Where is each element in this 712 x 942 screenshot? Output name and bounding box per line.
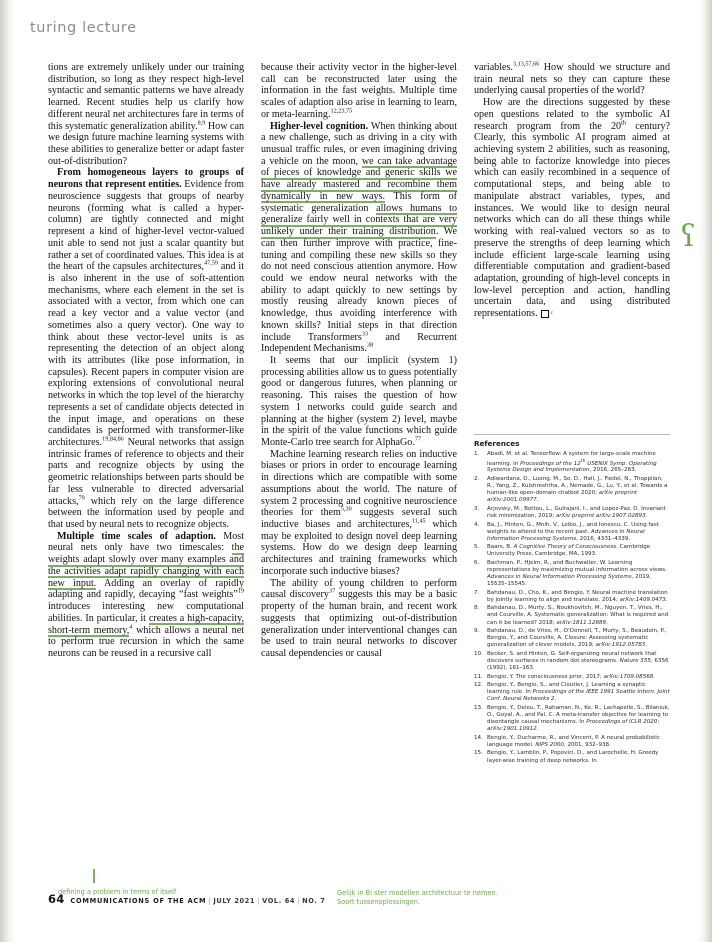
margin-note-column-1: defining a problem in terms of itself	[58, 888, 177, 896]
reference-text-run: , 2016, 265–283.	[589, 467, 637, 474]
paragraph-runin-heading: From homogeneous layers to groups of neurons that represent entities.	[48, 167, 244, 191]
reference-text-run: Bahdanau, D., de Vries, H., O’Donnell, T., Murty, S., Beaudoin, P., Bengio, Y., and Courville, A. Closure: Assessing systematic generalization of clever models, 2019;	[487, 628, 667, 649]
references-heading: References	[474, 439, 520, 448]
reference-superscript: 12,23,75	[330, 107, 353, 115]
reference-superscript: 5,30	[340, 505, 352, 513]
reference-text-run: .	[554, 696, 557, 703]
reference-superscript: 47,59	[204, 259, 218, 267]
text-run: This form of systematic generalization	[261, 190, 457, 214]
reference-item	[474, 522, 670, 543]
text-run: . We can then further improve with practice, fine-tuning and compiling these new skills so they do not need conscious attention anymore. How could we endow neural networks with the ability to adapt quickly to new settings by mostly reusing already known pieces of knowledge, thus avoiding interference with known skills? Initial steps in that direction include Transformers	[261, 226, 457, 343]
page-number: 64	[48, 892, 65, 906]
reference-item	[474, 651, 670, 672]
reference-text-run: Bengio, Y., Deleu, T., Rahaman, N., Ke, R., Lachapelle, S., Bilaniuk, O., Goyal, A., and Pal, C. A meta-transfer objective for learning to disentangle causal mechanisms. In	[487, 705, 670, 726]
reference-number: 1.	[474, 450, 480, 457]
reference-number: 2.	[474, 476, 480, 483]
reference-number: 8.	[474, 605, 480, 612]
reference-number: 14.	[474, 734, 483, 741]
reference-text-run: Bengio, Y., Bengio, S., and Cloutier, J. Learning a synaptic learning rule. In	[487, 682, 646, 696]
reference-text-run: Adiwardana, D., Luong, M., So, D., Hall, J., Fiedel, N., Thoppilan, R., Yang, Z., Kulshreshtha, A., Nemade, G., Lu, Y., et al. Towards a human-like open-domain chatbot 2020;	[487, 476, 668, 497]
reference-item	[474, 476, 670, 504]
paragraph	[48, 531, 244, 660]
text-run: How can we design future machine learning systems with these abilities to generalize better or adapt faster out-of-distribution?	[48, 120, 245, 167]
reference-text-run: Abadi, M. et al. Tensorflow: A system for large-scale machine learning. In	[487, 450, 656, 467]
reference-number: 15.	[474, 750, 483, 757]
text-run: century? Clearly, this symbolic AI program aimed at achieving system 2 abilities, such as reasoning, being able to factorize knowledge into pieces which can easily recombined in a sequence of computational steps, and being able to manipulate abstract variables, types, and instances. We would like to design neural networks which can do all these things while working with real-valued vectors so as to preserve the strengths of deep learning which include efficient large-scale learning using differentiable computation and gradient-based adaptation, grounding of high-level concepts in low-level perception and action, handling uncertain data, and using distributed representations.	[474, 120, 670, 320]
reference-number: 5.	[474, 544, 480, 551]
reference-superscript: 79	[78, 494, 85, 502]
reference-text-run: . Cambridge University Press, Cambridge, MA, 1993.	[487, 544, 651, 558]
reference-item	[474, 628, 670, 649]
text-run: tions are extremely unlikely under our training distribution, so long as they respect high-level syntactic and semantic patterns we have already learned. Recent studies help us clarify how different neural net architectures fare in terms of this systematic generalization ability.	[48, 62, 244, 132]
reference-item	[474, 674, 670, 681]
text-run: and it is also inherent in the use of soft-attention mechanisms, where each element in the set is associated with a vector, from which one can read a key vector and a value vector (and sometimes also a query vector). One way to think about these vector-level units is as representing the detection of an object along with its attributes (like pose information, in capsules). Recent papers in computer vision are exploring extensions of convolutional neural networks in which the top level of the hierarchy represents a set of candidate objects detected in the input image, and operations on these candidates is performed with transformer-like architectures.	[48, 261, 245, 448]
paragraph	[261, 121, 457, 355]
reference-item	[474, 705, 670, 733]
text-run: suggests this may be a basic property of the human brain, and recent work suggests that optimizing out-of-distribution generalization under interventional changes can be used to train neural networks to discover causal dependencies or causal	[261, 589, 457, 659]
footer-separator: |	[257, 897, 261, 905]
reference-item	[474, 590, 670, 604]
reference-text-run: arXiv:1409.0473	[619, 596, 666, 603]
reference-superscript: 77	[414, 435, 422, 443]
paragraph-runin-heading: Multiple time scales of adaption.	[57, 530, 216, 542]
paragraph-runin-heading: Higher-level cognition.	[270, 120, 369, 132]
reference-text-run: USENIX Symp. Operating Systems Design and Implementation	[487, 460, 657, 474]
reference-number: 12.	[474, 682, 483, 689]
reference-text-run: ;	[657, 719, 660, 726]
reference-text-run: arXiv:1709.08568	[603, 673, 654, 680]
margin-annotation-mark: ʕ	[679, 219, 696, 254]
text-run: When thinking about a new challenge, such as driving in a city with unusual traffic rules, or even imagining driving a vehicle on the moon,	[261, 120, 457, 167]
reference-number: 6.	[474, 559, 480, 566]
highlighted-text: allows humans to generalize fairly well in contexts that are very unlikely under their training distribution	[261, 202, 458, 238]
highlighted-text: the weights adapt slowly over many examples and the activities adapt rapidly changing with each new input.	[48, 542, 244, 589]
reference-text-run: Bahdanau, D., Murty, S., Noukhovitch, M., Nguyen, T., Vries, H., and Courville, A. Systematic generalization: What is required and can it be learned? 2018;	[487, 605, 669, 626]
text-run: which rely on the large difference between the information used by people and that used by neural nets to recognize objects.	[48, 495, 244, 531]
margin-note-bottom	[337, 889, 498, 907]
reference-text-run: Nature 355	[619, 657, 651, 664]
reference-number: 13.	[474, 705, 483, 712]
reference-text-run: , 2016, 4331–4339.	[576, 535, 631, 542]
reference-item	[474, 451, 670, 475]
reference-text-run: .	[536, 726, 539, 733]
text-run: The ability of young children to perform causal discovery	[261, 577, 457, 601]
references-section	[474, 434, 670, 766]
reference-superscript: 3,13,57,66	[512, 60, 540, 68]
reference-number: 3.	[474, 505, 480, 512]
reference-superscript: 11,45	[411, 517, 426, 525]
reference-superscript: 19,84,86	[102, 435, 124, 443]
margin-note-line-2: Soort tussenoplossingen.	[337, 898, 421, 906]
text-run: which may be exploited to design novel deep learning systems. How do we design deep learning architectures and training frameworks which incorporate such inductive biases?	[261, 519, 457, 577]
paragraph	[261, 578, 457, 660]
text-run: How are the directions suggested by these open questions related to the symbolic AI research program from the 20	[474, 97, 670, 132]
reference-text-run: Becker, S. and Hinton, G. Self-organizing neural network that discovers surfaces in random dot stereograms.	[487, 650, 657, 664]
text-run: Adding an overlay of rapidly adapting and rapidly, decaying “fast weights”	[48, 577, 244, 601]
reference-number: 9.	[474, 628, 480, 635]
reference-text-run: , 2001, 932–938.	[563, 741, 611, 748]
reference-text-run: Advances in Neural Information Processing Systems	[487, 528, 645, 542]
paragraph	[474, 62, 670, 97]
reference-superscript: 37	[328, 587, 336, 595]
annotation-tick-mark	[93, 869, 95, 883]
reference-superscript: 33	[361, 330, 369, 338]
paragraph	[261, 449, 457, 578]
reference-text-run: arXiv:1901.10912	[487, 726, 537, 733]
text-run: How should we structure and train neural nets so they can capture these underlying causal properties of the world?	[474, 62, 670, 97]
reference-text-run: arXiv preprint arXiv:1907.02893	[555, 512, 646, 519]
reference-text-run: arXiv:1811.12889	[556, 619, 607, 626]
reference-text-run: NIPS 2000	[535, 741, 564, 748]
reference-superscript: 4	[129, 623, 133, 631]
reference-item	[474, 605, 670, 626]
reference-text-run: .	[645, 642, 648, 649]
reference-item	[474, 750, 670, 764]
reference-superscript: 8,9	[197, 119, 206, 127]
running-head: turing lecture	[30, 20, 137, 36]
column-2	[261, 62, 457, 660]
text-run: introduces interesting new computational abilities. In particular, it	[48, 601, 244, 624]
reference-text-run: th	[580, 458, 586, 464]
text-run: suggests several such inductive biases and architectures,	[261, 507, 457, 531]
reference-item	[474, 544, 670, 558]
text-run: because their activity vector in the higher-level call can be reconstructed later using the information in the fast weights. Multiple time scales of adaption also arise in learning to learn, or meta-learning.	[261, 62, 457, 120]
text-run: Machine learning research relies on inductive biases or priors in order to encourage learning in directions which are compatible with some assumptions about the world. The nature of system 2 processing and cognitive neuroscience theories for them	[261, 448, 457, 519]
reference-text-run: Ba, J., Hinton, G., Mnih, V., Leibo, J., and Ionescu, C. Using fast weights to attend to the recent past.	[487, 521, 659, 535]
reference-item	[474, 560, 670, 588]
text-run: Neural networks that assign intrinsic frames of reference to objects and their parts and recognize objects by using the geometric relationships between parts should be far less vulnerable to directed adversarial attacks,	[48, 437, 244, 507]
reference-item	[474, 506, 670, 520]
text-run: Evidence from neuroscience suggests that groups of nearby neurons (forming what is called a hyper-column) are tightly connected and might represent a kind of higher-level vector-valued unit able to send not just a scalar quantity but rather a set of coordinated values. This idea is at the heart of the capsules architectures,	[48, 179, 244, 273]
reference-text-run: Advances in Neural Information Processing Systems	[487, 574, 632, 581]
reference-item	[474, 735, 670, 749]
reference-text-run: Bengio, Y., Ducharme, R., and Vincent, P. A neural probabilistic language model.	[487, 734, 660, 748]
text-run: which allows a neural net to perform true recursion in which the same neurons can be reused in a recursive call	[48, 624, 245, 659]
reference-text-run: .	[536, 497, 539, 504]
reference-text-run: Bachman, P., Hjelm, R., and Buchwalter, W. Learning representations by maximizing mutual information across views.	[487, 559, 667, 574]
footer-separator: |	[297, 897, 301, 905]
paragraph	[261, 62, 457, 121]
text-run: It seems that our implicit (system 1) processing abilities allow us to guess potentially good or dangerous futures, when planning or reasoning. This raises the question of how system 1 networks could guide search and planning at the higher (system 2) level, maybe in the spirit of the value functions which guide Monte-Carlo tree search for AlphaGo.	[261, 354, 457, 448]
footer-citation	[70, 897, 325, 905]
reference-number: 4.	[474, 521, 480, 528]
ordinal-superscript: th	[621, 119, 626, 127]
highlighted-text: creates a high-capacity, short-term memory,	[48, 612, 244, 636]
reference-text-run: .	[653, 673, 656, 680]
reference-superscript: 38	[366, 341, 374, 349]
reference-item	[474, 682, 670, 703]
footer-number: NO. 7	[302, 897, 326, 905]
footer-separator: |	[208, 897, 212, 905]
reference-text-run: .	[645, 512, 648, 519]
reference-text-run: .	[606, 619, 608, 626]
reference-text-run: Bahdanau, D., Cho, K., and Bengio, Y. Neural machine translation by jointly learning to align and translate, 2014;	[487, 589, 668, 603]
divider	[474, 434, 670, 435]
references-list	[474, 451, 670, 765]
reference-text-run: Bengio, Y. The consciousness prior, 2017;	[487, 673, 604, 680]
reference-text-run: Bengio, Y., Lamblin, P., Popovici, D., and Larochelle, H. Greedy layer-wise training of deep networks. In	[487, 750, 659, 764]
reference-text-run: Proceedings of ICLR 2020	[586, 719, 658, 726]
footer-volume: VOL. 64	[262, 897, 296, 905]
margin-note-line-1: Gelijk in Bi ster modellen architectuur te nemen.	[337, 889, 498, 897]
text-columns	[48, 60, 670, 764]
highlighted-text: we can take advantage of pieces of knowledge and generic skills we have already mastered and recombine them dynamically in new ways.	[261, 155, 457, 202]
text-run: Most neural nets only have two timescales:	[48, 530, 244, 554]
reference-text-run: .	[665, 596, 668, 603]
column-3	[474, 60, 670, 764]
reference-text-run: Arjovsky, M., Bottou, L., Gulrajani, I., and Lopez-Paz, D. Invariant risk minimization, 2019;	[487, 505, 666, 519]
reference-text-run: , 6356 (1992), 161–163.	[487, 657, 669, 671]
paragraph	[48, 167, 244, 530]
reference-text-run: Baars, B.	[487, 544, 514, 551]
paragraph	[261, 355, 457, 449]
text-run: and Recurrent Independent Mechanisms.	[261, 331, 457, 355]
reference-text-run: , 2019, 15535–15545.	[487, 574, 652, 588]
reference-number: 7.	[474, 589, 480, 596]
paragraph	[474, 97, 670, 320]
paragraph	[48, 62, 244, 167]
reference-text-run: arXiv preprint arXiv:2001.09977	[487, 490, 638, 504]
reference-number: 10.	[474, 650, 483, 657]
reference-number: 11.	[474, 673, 483, 680]
text-run: variables.	[474, 62, 513, 73]
footer-publication: COMMUNICATIONS OF THE ACM	[70, 897, 207, 905]
footer-issue-date: JULY 2021	[213, 897, 256, 905]
reference-text-run: arXiv:1912.05783	[595, 642, 646, 649]
end-of-article-icon: c	[541, 310, 549, 318]
reference-text-run: Proceedings of the IEEE 1991 Seattle Intern. Joint Conf. Neural Networks 2	[487, 689, 670, 703]
reference-superscript: 19	[237, 587, 244, 595]
column-1	[48, 62, 244, 660]
reference-text-run: Proceedings of the 12	[520, 460, 581, 467]
reference-text-run: A Cognitive Theory of Consciousness	[513, 544, 617, 551]
